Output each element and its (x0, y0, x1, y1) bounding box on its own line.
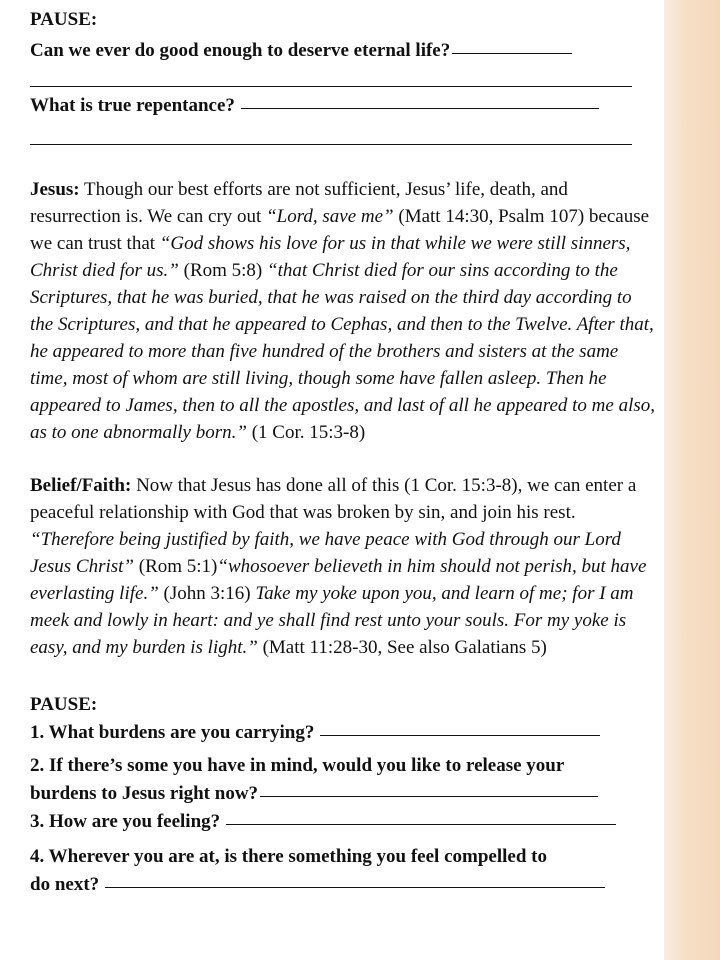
question-next-line2: do next? (30, 870, 655, 898)
answer-line-eternal-life-2[interactable] (30, 85, 632, 87)
jesus-label: Jesus: (30, 179, 80, 200)
answer-blank-feeling[interactable] (226, 805, 616, 825)
worksheet-page (30, 6, 655, 898)
question-feeling: 3. How are you feeling? (30, 807, 655, 835)
question-burdens: 1. What burdens are you carrying? (30, 718, 655, 746)
question-next-line1: 4. Wherever you are at, is there something you feel compelled to (30, 846, 547, 867)
question-eternal-life: Can we ever do good enough to deserve eternal life? (30, 36, 655, 64)
answer-blank-release[interactable] (260, 777, 598, 797)
question-release-line2: burdens to Jesus right now? (30, 779, 655, 807)
belief-faith-label: Belief/Faith: (30, 475, 132, 496)
answer-blank-repentance[interactable] (241, 89, 599, 109)
answer-blank-eternal-life[interactable] (452, 34, 572, 54)
pause-heading-1: PAUSE: (30, 9, 98, 30)
question-release-line1: 2. If there’s some you have in mind, would you like to release your (30, 755, 565, 776)
jesus-paragraph: Jesus: Though our best efforts are not sufficient, Jesus’ life, death, and resurrection is. We can cry out “Lord, save me” (Matt 14:30, Psalm 107) because we can trust that “God shows his love for us in that while we were still sinners, Christ died for us.” (Rom 5:8) “that Christ died for our sins according to the Scriptures, that he was buried, that he was raised on the third day according to the Scriptures, and that he appeared to Cephas, and then to the Twelve. After that, he appeared to more than five hundred of the brothers and sisters at the same time, most of whom are still living, though some have fallen asleep. Then he appeared to James, then to all the apostles, and last of all he appeared to me also, as to one abnormally born.” (1 Cor. 15:3-8) (30, 179, 655, 443)
answer-blank-burdens[interactable] (320, 716, 600, 736)
answer-blank-next[interactable] (105, 868, 605, 888)
decorative-side-strip (664, 0, 720, 960)
question-repentance: What is true repentance? (30, 91, 655, 119)
pause-heading-2: PAUSE: (30, 694, 98, 715)
belief-faith-paragraph: Belief/Faith: Now that Jesus has done all of this (1 Cor. 15:3-8), we can enter a peaceful relationship with God that was broken by sin, and join his rest. “Therefore being justified by faith, we have peace with God through our Lord Jesus Christ” (Rom 5:1)“whosoever believeth in him should not perish, but have everlasting life.” (John 3:16) Take my yoke upon you, and learn of me; for I am meek and lowly in heart: and ye shall find rest unto your souls. For my yoke is easy, and my burden is light.” (Matt 11:28-30, See also Galatians 5) (30, 475, 647, 658)
